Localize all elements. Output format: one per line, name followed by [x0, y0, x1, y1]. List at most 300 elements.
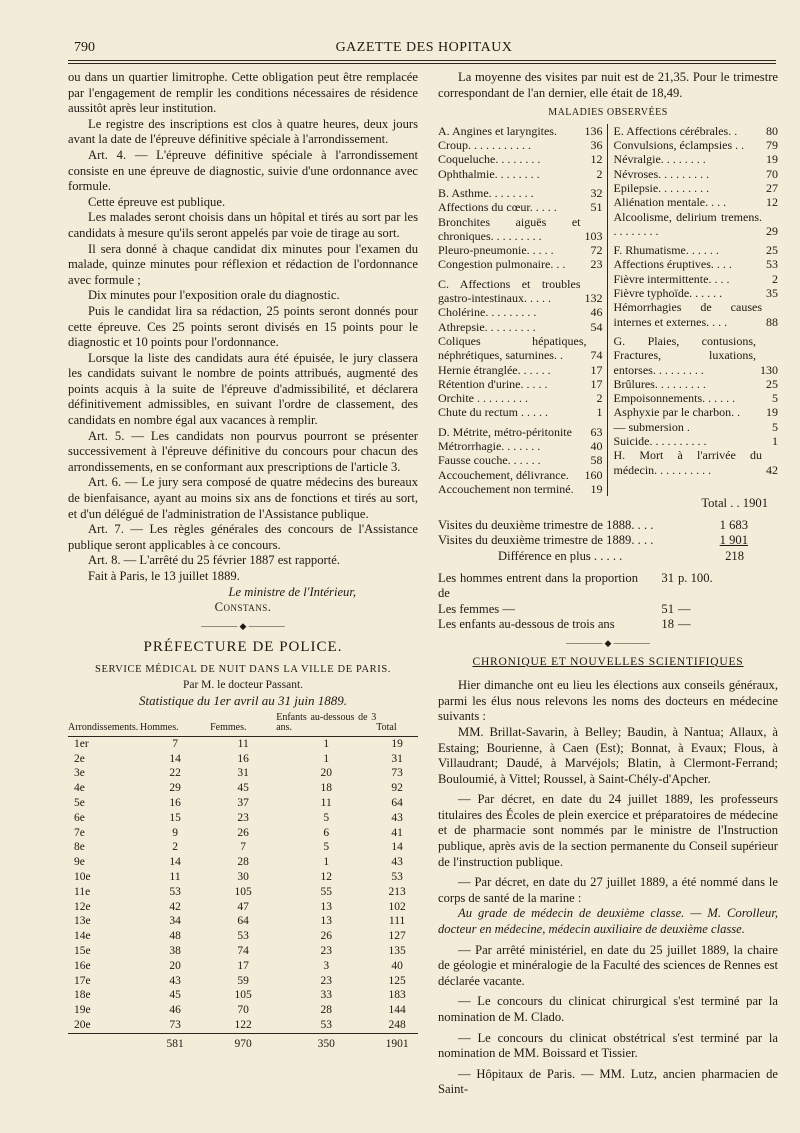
paragraph: Lorsque la liste des candidats aura été épuisée, le jury classera les candidats suivant le nombre de points attribués, augmenté des points acquis à la suite de l'épreuve d'admissibilité, et déclarera définitivement admissibles, en suivant l'ordre de classement, des candidats en nombre égal aux vacances à remplir. — [68, 350, 418, 428]
maladie-count: 40 — [590, 439, 603, 454]
maladie-item — [614, 257, 779, 271]
maladie-label: Névralgie. . . . . . . . — [613, 152, 706, 167]
maladie-item — [614, 286, 779, 300]
maladie-item — [614, 448, 779, 477]
col-header: Femmes. — [210, 713, 276, 737]
maladie-item — [614, 300, 779, 329]
subsection-title: SERVICE MÉDICAL DE NUIT DANS LA VILLE DE PARIS. — [95, 663, 391, 675]
maladie-label: Hémorrhagies de causes internes et externes. . . . — [613, 300, 762, 329]
maladie-item — [614, 420, 779, 434]
maladie-label: Congestion pulmonaire. . . — [438, 257, 566, 272]
value-cell: 11 — [169, 870, 181, 883]
paragraph: — Par décret, en date du 27 juillet 1889, a été nommé dans le corps de santé de la marine : — [438, 875, 778, 905]
value-cell: 29 — [169, 782, 181, 795]
signature-title: Le ministre de l'Intérieur, — [228, 584, 356, 599]
paragraph: — Par décret, en date du 24 juillet 1889, les professeurs titulaires des Écoles de plein exercice et préparatoires de médecine et de pharmacie sont nommés par le ministre de l'Instruction publique, après avis de la section permanente du Conseil supérieur de l'instruction publique. — [438, 792, 778, 869]
maladie-label: Fièvre typhoïde. . . . . . — [613, 286, 723, 301]
header-rule — [68, 60, 776, 61]
value-cell: 14 — [169, 856, 181, 869]
arrondissement-cell: 6e — [74, 811, 85, 824]
paragraph: Les malades seront choisis dans un hôpital et tirés au sort par les candidats à mesure qu'ils seront appelés par voie de tirage au sort. — [68, 210, 418, 240]
value-cell: 20 — [169, 959, 181, 972]
col-header: Arrondissements. — [68, 713, 140, 737]
maladie-label: Rétention d'urine. . . . . — [438, 376, 548, 391]
visits-row — [438, 533, 778, 549]
col-header: Enfants au-dessous de 3 ans. — [276, 713, 376, 737]
difference-row — [438, 549, 778, 565]
paragraph: Dix minutes pour l'exposition orale du diagnostic. — [88, 288, 340, 303]
maladie-label: D. Métrite, métro-péritonite — [438, 424, 572, 439]
maladie-item — [438, 257, 603, 271]
proportion-row — [438, 602, 778, 618]
value-cell: 23 — [320, 944, 332, 957]
signature-name: Constans. — [214, 600, 272, 615]
proportion-value: 51 — [661, 601, 674, 616]
section-title: CHRONIQUE ET NOUVELLES SCIENTIFIQUES — [472, 655, 744, 668]
maladie-item — [614, 181, 779, 195]
maladies-col-2 — [614, 124, 779, 496]
maladies-col-1 — [438, 124, 608, 496]
page-header — [74, 40, 774, 60]
maladie-item — [614, 272, 779, 286]
maladie-item — [438, 305, 603, 319]
value-cell: 127 — [388, 930, 406, 943]
visits-row — [438, 518, 778, 534]
proportion-row — [438, 617, 778, 633]
paragraph: Au grade de médecin de deuxième classe. — M. Corolleur, docteur en médecine, médecin auxiliaire de deuxième classe. — [438, 906, 778, 937]
arrondissement-cell: 19e — [74, 1004, 91, 1017]
maladie-item — [438, 334, 603, 363]
value-cell: 16 — [237, 752, 249, 765]
maladie-count: 42 — [766, 462, 778, 477]
value-cell: 41 — [391, 826, 403, 839]
table-row — [68, 914, 418, 929]
maladie-item — [614, 167, 779, 181]
value-cell: 55 — [320, 885, 332, 898]
maladie-count: 12 — [590, 152, 603, 167]
total-cell: 970 — [210, 1033, 276, 1051]
maladie-label: Ophthalmie. . . . . . . . — [438, 166, 540, 181]
value-cell: 11 — [237, 737, 249, 750]
maladie-item — [438, 439, 603, 453]
maladie-item — [438, 167, 603, 181]
value-cell: 31 — [391, 752, 403, 765]
maladie-label: Empoisonnements. . . . . . — [613, 391, 736, 406]
table-row — [68, 840, 418, 855]
value-cell: 15 — [169, 811, 181, 824]
maladie-label: Asphyxie par le charbon. . — [613, 405, 741, 420]
section-title: PRÉFECTURE DE POLICE. — [143, 639, 343, 656]
date-line: Fait à Paris, le 13 juillet 1889. — [88, 569, 240, 583]
stats-table — [68, 713, 418, 1052]
maladie-count: 63 — [590, 424, 603, 439]
maladie-count: 46 — [590, 305, 603, 320]
maladie-label: Brûlures. . . . . . . . . — [613, 376, 706, 391]
value-cell: 74 — [237, 944, 249, 957]
table-row — [68, 752, 418, 767]
maladie-item — [614, 377, 779, 391]
paragraph: Le registre des inscriptions est clos à quatre heures, deux jours avant la date de l'épreuve définitive spéciale à l'arrondissement. — [68, 116, 418, 147]
difference-value: 218 — [725, 548, 744, 563]
proportion-value: 18 — [661, 617, 674, 632]
maladie-count: 58 — [590, 453, 603, 468]
left-column — [68, 70, 418, 1051]
paragraph: — Hôpitaux de Paris. — MM. Lutz, ancien pharmacien de Saint- — [438, 1066, 778, 1097]
value-cell: 40 — [391, 959, 403, 972]
maladie-count: 53 — [766, 257, 778, 272]
visits-label: Visites du deuxième trimestre de 1889. . . . — [438, 533, 654, 548]
arrondissement-cell: 9e — [74, 856, 85, 869]
arrondissement-cell: 17e — [74, 974, 91, 987]
value-cell: 23 — [320, 974, 332, 987]
maladie-item — [438, 391, 603, 405]
maladie-item — [438, 215, 603, 244]
table-row — [68, 811, 418, 826]
value-cell: 1 — [323, 752, 330, 765]
proportion-value: 31 — [661, 570, 674, 585]
maladie-item — [438, 320, 603, 334]
value-cell: 38 — [169, 944, 181, 957]
proportion-label: Les femmes — — [438, 601, 515, 616]
stats-title: Statistique du 1er avril au 31 juin 1889. — [139, 693, 347, 709]
proportion-unit: — — [678, 601, 691, 616]
maladie-label: Accouchement non terminé. — [438, 481, 574, 496]
right-column — [438, 70, 778, 1098]
paragraph: Il sera donné à chaque candidat dix minutes pour l'examen du malade, quinze minutes pour réflexion et rédaction de l'ordonnance avec formule ; — [68, 241, 418, 287]
arrondissement-cell: 10e — [74, 870, 91, 883]
maladies-list — [438, 124, 778, 496]
value-cell: 111 — [388, 915, 406, 928]
maladie-count: 17 — [590, 376, 603, 391]
value-cell: 20 — [320, 767, 332, 780]
value-cell: 34 — [169, 915, 181, 928]
arrondissement-cell: 16e — [74, 959, 91, 972]
maladie-label: Coliques hépatiques, néphrétiques, saturnines. . — [438, 333, 587, 363]
table-row — [68, 959, 418, 974]
maladie-item — [614, 334, 779, 377]
table-row — [68, 766, 418, 781]
paragraph: — Le concours du clinicat obstétrical s'est terminé par la nomination de MM. Boissard et Tissier. — [438, 1030, 778, 1061]
value-cell: 248 — [388, 1018, 406, 1031]
arrondissement-cell: 1er — [74, 737, 89, 750]
value-cell: 47 — [237, 900, 249, 913]
paragraph: ou dans un quartier limitrophe. Cette obligation peut être remplacée par l'engagement de remplir les conditions nécessaires de résidence aussitôt après leur institution. — [68, 70, 418, 116]
value-cell: 42 — [169, 900, 181, 913]
col-header: Hommes. — [140, 713, 210, 737]
arrondissement-cell: 7e — [74, 826, 85, 839]
maladie-item — [614, 434, 779, 448]
maladie-label: Cholérine. . . . . . . . . — [438, 305, 537, 320]
value-cell: 53 — [169, 885, 181, 898]
maladie-count: 88 — [766, 314, 778, 329]
value-cell: 26 — [320, 930, 332, 943]
value-cell: 70 — [237, 1004, 249, 1017]
value-cell: 43 — [391, 811, 403, 824]
visits-value: 1 901 — [719, 533, 748, 548]
value-cell: 33 — [320, 989, 332, 1002]
value-cell: 64 — [237, 915, 249, 928]
maladie-count: 51 — [590, 200, 603, 215]
value-cell: 5 — [323, 811, 330, 824]
table-row — [68, 736, 418, 751]
maladie-item — [438, 200, 603, 214]
maladie-count: 12 — [766, 195, 778, 210]
intro-paragraph: La moyenne des visites par nuit est de 21,35. Pour le trimestre correspondant de l'an dernier, elle était de 18,49. — [438, 70, 778, 100]
value-cell: 37 — [237, 796, 249, 809]
maladie-count: 2 — [596, 391, 603, 406]
maladie-count: 72 — [590, 243, 603, 258]
total-cell: 581 — [140, 1033, 210, 1051]
page-number: 790 — [74, 40, 95, 55]
value-cell: 14 — [169, 752, 181, 765]
journal-title: GAZETTE DES HOPITAUX — [335, 40, 513, 55]
value-cell: 28 — [237, 856, 249, 869]
maladie-label: Athrepsie. . . . . . . . . — [438, 319, 536, 334]
value-cell: 7 — [172, 737, 178, 750]
arrondissement-cell: 13e — [74, 915, 91, 928]
maladie-count: 74 — [590, 348, 603, 363]
maladie-item — [438, 243, 603, 257]
value-cell: 102 — [388, 900, 406, 913]
maladies-title: MALADIES OBSERVÉES — [548, 107, 668, 119]
value-cell: 73 — [391, 767, 403, 780]
maladie-item — [438, 363, 603, 377]
maladie-label: Epilepsie. . . . . . . . . — [613, 180, 710, 195]
arrondissement-cell: 5e — [74, 796, 85, 809]
maladie-label: Convulsions, éclampsies . . — [613, 138, 745, 153]
value-cell: 53 — [237, 930, 249, 943]
maladie-item — [438, 377, 603, 391]
total-cell: 1901 — [376, 1033, 418, 1051]
paragraph: MM. Brillat-Savarin, à Belley; Baudin, à Nantua; Allaux, à Estaing; Bourienne, à Caen (Est); Bonnat, à Evaux; Flous, à Villaudrant; Daudé, à Marvéjols; Blatin, à Clermont-Ferrand; Bouloumié, à Vittel; Roussel, à Saint-Chély-d'Apcher. — [438, 724, 778, 786]
divider-ornament: ———— ◆ ———— — [566, 637, 650, 648]
value-cell: 9 — [172, 826, 178, 839]
maladie-count: 17 — [590, 362, 603, 377]
maladie-label: Aliénation mentale. . . . — [613, 195, 727, 210]
proportion-label: Les enfants au-dessous de trois ans — [438, 617, 615, 632]
maladies-total: Total . . 1901 — [701, 496, 768, 511]
article-4: Art. 4. — L'épreuve définitive spéciale à l'arrondissement consiste en une épreuve de diagnostic, suivie d'une ordonnance avec formule. — [68, 147, 418, 194]
value-cell: 14 — [391, 841, 403, 854]
value-cell: 144 — [388, 1004, 406, 1017]
maladie-label: B. Asthme. . . . . . . . — [438, 185, 534, 200]
arrondissement-cell: 11e — [74, 885, 91, 898]
maladie-count: 19 — [766, 152, 778, 167]
maladie-count: 29 — [766, 223, 778, 238]
value-cell: 53 — [320, 1018, 332, 1031]
value-cell: 122 — [234, 1018, 252, 1031]
value-cell: 26 — [237, 826, 249, 839]
table-row — [68, 870, 418, 885]
maladie-count: 136 — [584, 123, 603, 138]
value-cell: 13 — [320, 915, 332, 928]
maladie-label: Métrorrhagie. . . . . . . — [438, 439, 541, 454]
article-7: Art. 7. — Les règles générales des concours de l'Assistance publique seront applicables à ce concours. — [68, 522, 418, 552]
visits-label: Visites du deuxième trimestre de 1888. . . . — [438, 517, 654, 532]
maladie-label: C. Affections et troubles gastro-intestinaux. . . . . — [438, 276, 581, 306]
maladie-item — [438, 138, 603, 152]
total-cell: 350 — [276, 1033, 376, 1051]
maladie-label: Névroses. . . . . . . . . — [613, 166, 710, 181]
maladie-count: 27 — [766, 180, 778, 195]
maladie-label: Pleuro-pneumonie. . . . . — [438, 243, 554, 258]
maladie-label: — submersion . — [613, 419, 690, 434]
value-cell: 13 — [320, 900, 332, 913]
maladie-count: 19 — [766, 405, 778, 420]
maladie-item — [438, 468, 603, 482]
value-cell: 135 — [388, 944, 406, 957]
table-row — [68, 1018, 418, 1033]
value-cell: 3 — [323, 959, 330, 972]
maladie-item — [614, 152, 779, 166]
maladie-label: Coqueluche. . . . . . . . — [438, 152, 541, 167]
maladie-label: G. Plaies, contusions, Fractures, luxations, entorses. . . . . . . . . — [613, 333, 756, 377]
maladie-count: 160 — [584, 467, 603, 482]
value-cell: 45 — [237, 782, 249, 795]
arrondissement-cell: 12e — [74, 900, 91, 913]
author-line: Par M. le docteur Passant. — [182, 678, 304, 691]
header-rule-2 — [68, 63, 776, 64]
maladie-label: Affections du cœur. . . . . — [438, 200, 557, 215]
maladie-label: Orchite . . . . . . . . . — [438, 391, 528, 406]
value-cell: 22 — [169, 767, 181, 780]
maladie-count: 23 — [590, 257, 603, 272]
difference-label: Différence en plus . . . . . — [498, 548, 623, 563]
paragraph: — Le concours du clinicat chirurgical s'est terminé par la nomination de M. Clado. — [438, 994, 778, 1025]
total-cell — [68, 1033, 140, 1051]
arrondissement-cell: 2e — [74, 752, 85, 765]
maladie-label: Accouchement, délivrance. — [438, 467, 569, 482]
arrondissement-cell: 8e — [74, 841, 85, 854]
article-5: Art. 5. — Les candidats non pourvus pourront se présenter successivement à l'épreuve définitive du concours pour chacun des arrondissements, en se conformant aux prescriptions de l'article 3. — [68, 428, 418, 474]
maladie-item — [614, 195, 779, 209]
maladie-item — [614, 138, 779, 152]
maladie-label: Bronchites aiguës et chroniques. . . . . . . . . — [438, 214, 581, 243]
article-6: Art. 6. — Le jury sera composé de quatre médecins des bureaux de bienfaisance, ayant au moins six ans de fonctions et tirés au sort, et d'un délégué de l'administration de l'Assistance publique. — [68, 475, 418, 521]
maladie-label: E. Affections cérébrales. . — [613, 123, 738, 138]
maladie-item — [438, 453, 603, 467]
value-cell: 2 — [172, 841, 178, 854]
value-cell: 19 — [391, 737, 403, 750]
totals-row — [68, 1033, 418, 1051]
maladie-count: 54 — [590, 319, 603, 334]
value-cell: 53 — [391, 870, 403, 883]
paragraph: Puis le candidat lira sa rédaction, 25 points seront donnés pour cette épreuve. Ces 25 points seront divisés en 15 points pour le diagnostic et 10 points pour l'ordonnance. — [68, 303, 418, 350]
maladie-item — [438, 186, 603, 200]
value-cell: 17 — [237, 959, 249, 972]
maladie-label: Alcoolisme, delirium tremens. . . . . . . . . — [613, 209, 762, 238]
maladie-item — [438, 425, 603, 439]
arrondissement-cell: 18e — [74, 989, 91, 1002]
value-cell: 48 — [169, 930, 181, 943]
table-row — [68, 900, 418, 915]
maladie-item — [438, 124, 603, 138]
maladie-count: 1 — [596, 405, 603, 420]
maladie-item — [614, 243, 779, 257]
paragraph: Hier dimanche ont eu lieu les élections aux conseils généraux, parmi les élus nous relevons les noms des docteurs en médecine suivants : — [438, 678, 778, 724]
proportion-unit: — — [678, 617, 691, 632]
proportion-row — [438, 571, 778, 602]
arrondissement-cell: 3e — [74, 767, 85, 780]
maladie-item — [438, 405, 603, 419]
value-cell: 64 — [391, 796, 403, 809]
proportion-unit: p. 100. — [678, 570, 713, 585]
value-cell: 18 — [320, 782, 332, 795]
value-cell: 12 — [320, 870, 332, 883]
arrondissement-cell: 14e — [74, 930, 91, 943]
maladie-label: Fièvre intermittente. . . . — [613, 271, 730, 286]
value-cell: 6 — [323, 826, 330, 839]
maladie-count: 2 — [596, 166, 603, 181]
value-cell: 5 — [323, 841, 330, 854]
maladie-label: Croup. . . . . . . . . . . — [438, 138, 531, 153]
arrondissement-cell: 20e — [74, 1018, 91, 1031]
value-cell: 73 — [169, 1018, 181, 1031]
maladie-count: 80 — [766, 123, 778, 138]
maladie-item — [614, 391, 779, 405]
value-cell: 1 — [323, 856, 330, 869]
table-row — [68, 974, 418, 989]
table-row — [68, 885, 418, 900]
value-cell: 105 — [234, 885, 252, 898]
maladie-count: 1 — [772, 434, 778, 449]
arrondissement-cell: 4e — [74, 782, 85, 795]
maladie-label: F. Rhumatisme. . . . . . — [613, 243, 719, 258]
maladie-item — [614, 210, 779, 239]
table-row — [68, 944, 418, 959]
value-cell: 125 — [388, 974, 406, 987]
maladie-item — [438, 482, 603, 496]
article-8: Art. 8. — L'arrêté du 25 février 1887 est rapporté. — [88, 553, 340, 568]
value-cell: 43 — [169, 974, 181, 987]
maladie-item — [614, 405, 779, 419]
value-cell: 45 — [169, 989, 181, 1002]
value-cell: 59 — [237, 974, 249, 987]
maladie-label: Hernie étranglée. . . . . . — [438, 362, 551, 377]
value-cell: 105 — [234, 989, 252, 1002]
value-cell: 23 — [237, 811, 249, 824]
value-cell: 16 — [169, 796, 181, 809]
arrondissement-cell: 15e — [74, 944, 91, 957]
value-cell: 1 — [323, 737, 330, 750]
maladie-count: 32 — [590, 185, 603, 200]
maladie-count: 36 — [590, 138, 603, 153]
maladie-count: 2 — [772, 271, 778, 286]
table-row — [68, 781, 418, 796]
maladie-item — [438, 152, 603, 166]
value-cell: 28 — [320, 1004, 332, 1017]
table-row — [68, 796, 418, 811]
table-row — [68, 826, 418, 841]
paragraph: — Par arrêté ministériel, en date du 25 juillet 1889, la chaire de géologie et minéralogie de la Faculté des sciences de Rennes est déclarée vacante. — [438, 942, 778, 988]
maladie-count: 103 — [584, 228, 603, 243]
maladie-count: 5 — [772, 391, 778, 406]
value-cell: 30 — [237, 870, 249, 883]
maladie-count: 35 — [766, 286, 778, 301]
table-row — [68, 988, 418, 1003]
maladie-label: Suicide. . . . . . . . . . — [613, 434, 707, 449]
value-cell: 92 — [391, 782, 403, 795]
maladie-label: Affections éruptives. . . . — [613, 257, 732, 272]
divider-ornament: ———— ◆ ———— — [201, 620, 285, 631]
maladie-count: 79 — [766, 138, 778, 153]
visits-value: 1 683 — [719, 517, 748, 532]
maladie-item — [438, 277, 603, 306]
maladie-count: 5 — [772, 419, 778, 434]
paragraph: Cette épreuve est publique. — [88, 194, 226, 209]
value-cell: 31 — [237, 767, 249, 780]
value-cell: 43 — [391, 856, 403, 869]
